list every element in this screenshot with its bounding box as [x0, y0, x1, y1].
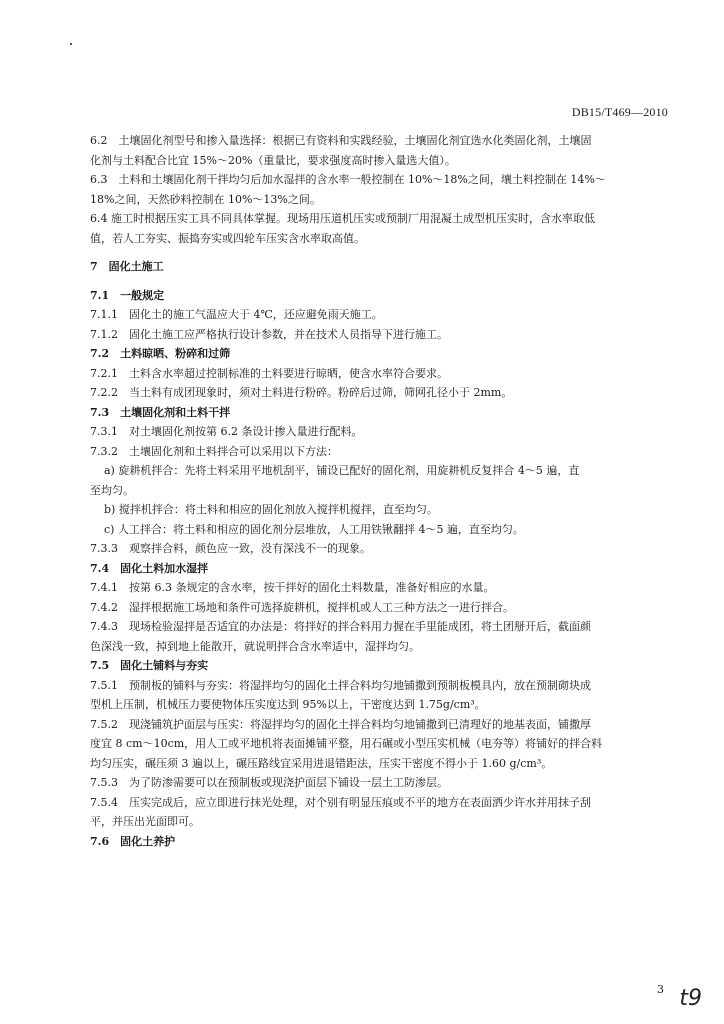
text-line: 7.5.1 预制板的铺料与夯实：将湿拌均匀的固化土拌合料均匀地铺撒到预制板模具内，放在预制砌块成	[90, 678, 591, 692]
subsection-heading: 7.3 土壤固化剂和土料干拌	[90, 405, 231, 419]
scan-speck	[70, 43, 72, 45]
text-line: 7.3.3 观察拌合料，颜色应一致，没有深浅不一的现象。	[90, 542, 371, 555]
text-line: 值，若人工夯实、振捣夯实或四轮车压实含水率取高值。	[90, 231, 365, 245]
page-number: 3	[657, 983, 664, 996]
subsection-heading: 7.2 土料晾晒、粉碎和过筛	[90, 347, 231, 360]
handwritten-mark: t9	[679, 986, 702, 1011]
text-line: 度宜 8 cm～10cm，用人工或平地机将表面摊铺平整，用石碾或小型压实机械（电夯等）将铺好的拌合料	[90, 737, 603, 750]
text-line: 7.4.3 现场检验湿拌是否适宜的办法是：将拌好的拌合料用力握在手里能成团，将土团掰开后，截面颜	[90, 620, 591, 633]
text-line: 均匀压实，碾压须 3 遍以上，碾压路线宜采用进退错距法，压实干密度不得小于 1.60 g/cm³。	[90, 756, 553, 770]
text-line: 化剂与土料配合比宜 15%～20%（重量比，要求强度高时掺入量选大值）。	[90, 153, 456, 167]
text-line: 7.2.2 当土料有成团现象时，须对土料进行粉碎。粉碎后过筛，筛网孔径小于 2mm。	[90, 386, 513, 399]
subsection-heading: 7.6 固化土养护	[90, 834, 176, 848]
subsection-heading: 7.1 一般规定	[90, 288, 165, 302]
text-line: 7.5.3 为了防渗需要可以在预制板或现浇护面层下铺设一层土工防渗层。	[90, 776, 448, 789]
subsection-heading: 7.4 固化土料加水湿拌	[90, 561, 209, 575]
text-line: 至均匀。	[90, 483, 134, 497]
text-line: 7.4.1 按第 6.3 条规定的含水率，按干拌好的固化土料数量，准备好相应的水量。	[90, 581, 495, 594]
text-line: 18%之间，天然砂料控制在 10%～13%之间。	[90, 192, 321, 206]
text-line: 型机上压制，机械压力要使物体压实度达到 95%以上，干密度达到 1.75g/cm³。	[90, 698, 486, 711]
text-line: 平，并压出光面即可。	[90, 815, 200, 828]
list-item: b) 搅拌机拌合：将土料和相应的固化剂放入搅拌机搅拌，直至均匀。	[104, 503, 438, 516]
standard-code-header: DB15/T469—2010	[571, 105, 668, 119]
text-line: 6.2 土壤固化剂型号和掺入量选择：根据已有资料和实践经验，土壤固化剂宜选水化类固化剂，土壤固	[90, 134, 592, 147]
list-item: a) 旋耕机拌合：先将土料采用平地机刮平，铺设已配好的固化剂，用旋耕机反复拌合 4～5 遍，直	[104, 464, 580, 477]
text-line: 6.3 土料和土壤固化剂干拌均匀后加水湿拌的含水率一般控制在 10%～18%之间，壤土料控制在 14%～	[90, 173, 606, 186]
document-body	[90, 131, 668, 851]
text-line: 色深浅一致，掉到地上能散开，就说明拌合含水率适中，湿拌均匀。	[90, 639, 420, 653]
list-item: c) 人工拌合：将土料和相应的固化剂分层堆放，人工用铁锹翻拌 4～5 遍，直至均匀。	[104, 522, 524, 536]
text-line: 7.3.2 土壤固化剂和土料拌合可以采用以下方法：	[90, 444, 338, 458]
text-line: 6.4 施工时根据压实工具不同具体掌握。现场用压道机压实或预制厂用混凝土成型机压实时，含水率取低	[90, 212, 595, 225]
text-line: 7.4.2 湿拌根据施工场地和条件可选择旋耕机，搅拌机或人工三种方法之一进行拌合。	[90, 600, 514, 614]
subsection-heading: 7.5 固化土铺料与夯实	[90, 659, 209, 672]
section-heading-7: 7 固化土施工	[90, 260, 164, 273]
text-line: 7.1.1 固化土的施工气温应大于 4℃，还应避免雨天施工。	[90, 308, 383, 321]
text-line: 7.2.1 土料含水率超过控制标准的土料要进行晾晒，使含水率符合要求。	[90, 366, 448, 380]
text-line: 7.5.2 现浇铺筑护面层与压实：将湿拌均匀的固化土拌合料均匀地铺撒到已清理好的地基表面，铺撒厚	[90, 717, 591, 731]
text-line: 7.3.1 对土壤固化剂按第 6.2 条设计掺入量进行配料。	[90, 425, 363, 438]
text-line: 7.5.4 压实完成后，应立即进行抹光处理，对个别有明显压痕或不平的地方在表面洒少许水并用抹子刮	[90, 795, 591, 809]
text-line: 7.1.2 固化土施工应严格执行设计参数，并在技术人员指导下进行施工。	[90, 327, 448, 341]
